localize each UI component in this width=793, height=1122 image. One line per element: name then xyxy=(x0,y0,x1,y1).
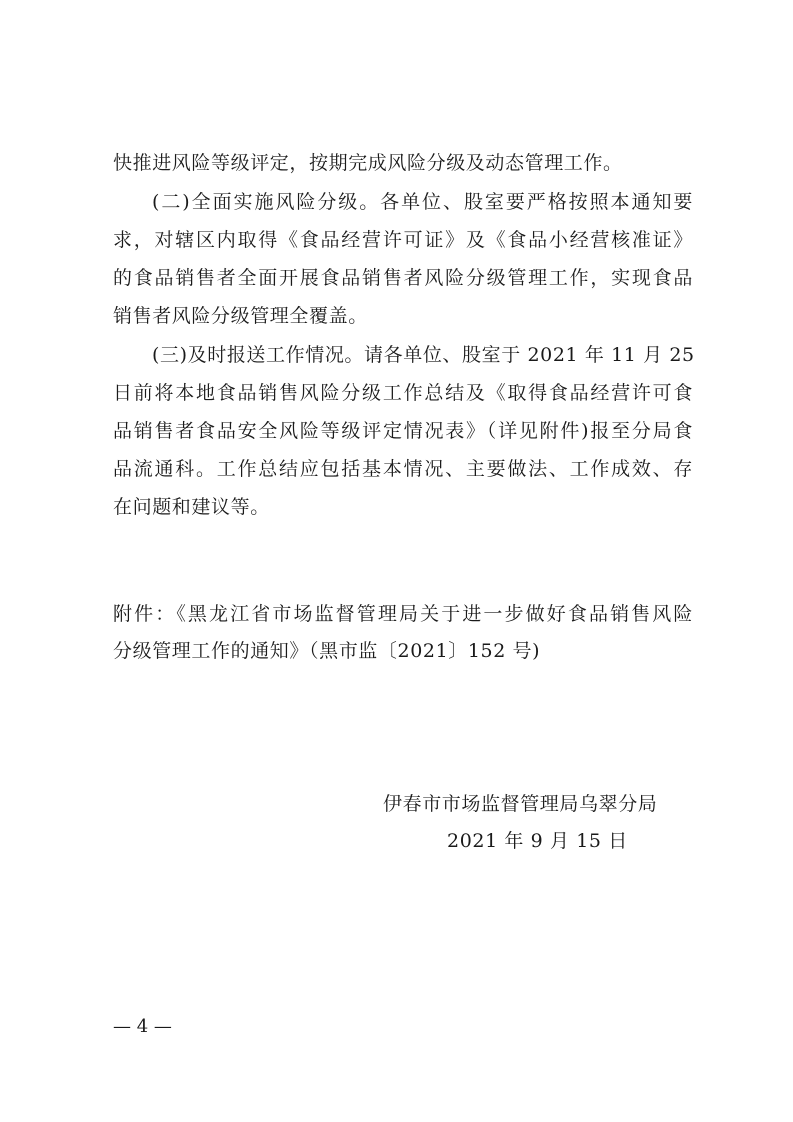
body-line-10: 在问题和建议等。 xyxy=(113,496,270,518)
attachment-line-1: 附件：《黑龙江省市场监督管理局关于进一步做好食品销售风险 xyxy=(113,603,693,625)
body-line-6: (三)及时报送工作情况。请各单位、股室于 2021 年 11 月 25 xyxy=(152,344,695,366)
body-line-4: 的食品销售者全面开展食品销售者风险分级管理工作，实现食品 xyxy=(113,267,693,289)
body-line-3: 求，对辖区内取得《食品经营许可证》及《食品小经营核准证》 xyxy=(113,229,693,251)
body-line-5: 销售者风险分级管理全覆盖。 xyxy=(113,305,368,327)
signature-organization: 伊春市市场监督管理局乌翠分局 xyxy=(383,793,658,815)
body-line-8: 品销售者食品安全风险等级评定情况表》（详见附件)报至分局食 xyxy=(113,420,693,442)
body-line-7: 日前将本地食品销售风险分级工作总结及《取得食品经营许可食 xyxy=(113,382,693,404)
signature-date: 2021 年 9 月 15 日 xyxy=(447,830,628,852)
body-line-9: 品流通科。工作总结应包括基本情况、主要做法、工作成效、存 xyxy=(113,458,693,480)
attachment-line-2: 分级管理工作的通知》（黑市监〔2021〕152 号) xyxy=(113,640,541,662)
body-line-2: (二)全面实施风险分级。各单位、股室要严格按照本通知要 xyxy=(152,191,693,213)
page-number: — 4 — xyxy=(113,1016,172,1037)
body-line-1: 快推进风险等级评定，按期完成风险分级及动态管理工作。 xyxy=(113,152,623,174)
